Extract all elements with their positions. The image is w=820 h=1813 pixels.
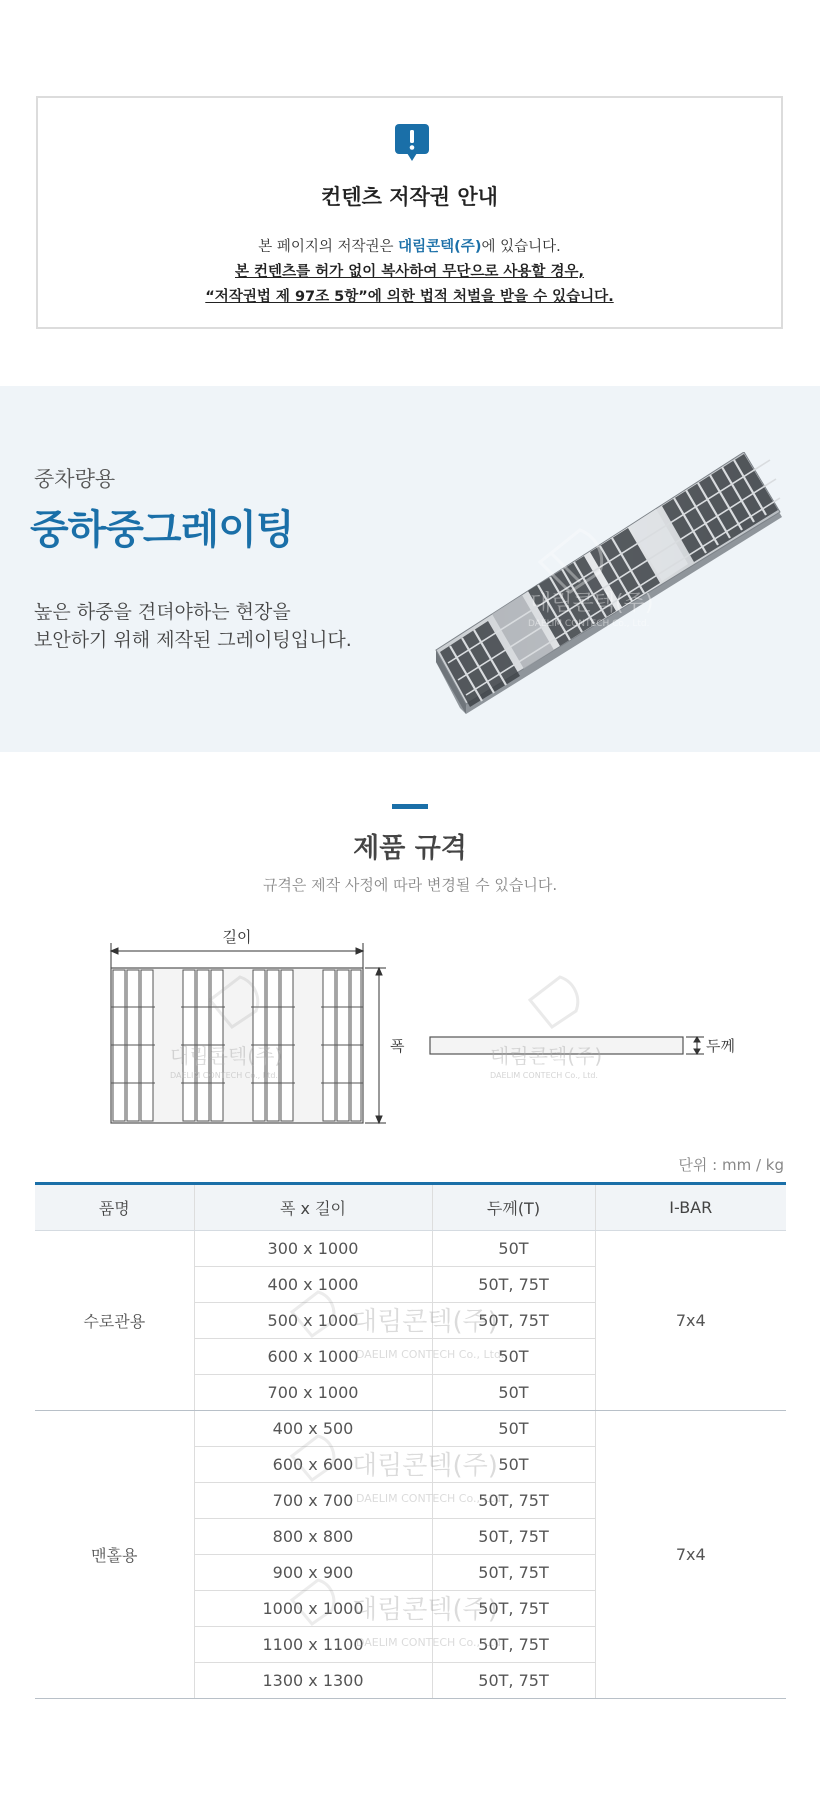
section-accent-bar [392, 804, 428, 809]
diagram-watermark-caption-1: DAELIM CONTECH Co., Ltd. [170, 1071, 278, 1080]
header-thickness: 두께(T) [432, 1184, 595, 1231]
header-name: 품명 [35, 1184, 194, 1231]
ibar-cell: 7x4 [595, 1411, 786, 1699]
notice-line-2: 본 컨텐츠를 허가 없이 복사하여 무단으로 사용할 경우, [235, 264, 584, 280]
thickness-cell: 50T, 75T [432, 1267, 595, 1303]
size-cell: 1100 x 1100 [194, 1627, 432, 1663]
dimension-diagram [0, 915, 820, 1135]
thickness-cell: 50T, 75T [432, 1591, 595, 1627]
hero-subtitle: 중차량용 [34, 467, 116, 491]
table-watermark-caption-1: DAELIM CONTECH Co., Ltd. [356, 1348, 505, 1361]
size-cell: 1000 x 1000 [194, 1591, 432, 1627]
grating-product-image [430, 452, 790, 714]
length-label: 길이 [222, 928, 252, 946]
size-cell: 900 x 900 [194, 1555, 432, 1591]
size-cell: 1300 x 1300 [194, 1663, 432, 1699]
table-row [35, 1411, 786, 1447]
diagram-watermark-caption-2: DAELIM CONTECH Co., Ltd. [490, 1071, 598, 1080]
table-watermark-caption-3: DAELIM CONTECH Co., Ltd. [356, 1636, 505, 1649]
thickness-cell: 50T, 75T [432, 1663, 595, 1699]
thickness-cell: 50T [432, 1375, 595, 1411]
thickness-cell: 50T [432, 1411, 595, 1447]
size-cell: 500 x 1000 [194, 1303, 432, 1339]
thickness-cell: 50T, 75T [432, 1303, 595, 1339]
ibar-cell: 7x4 [595, 1231, 786, 1411]
notice-title: 컨텐츠 저작권 안내 [321, 185, 498, 209]
notice-line-1: 본 페이지의 저작권은 대림콘텍(주)에 있습니다. [258, 239, 561, 255]
hero-title: 중하중그레이팅 [30, 507, 294, 553]
spec-title: 제품 규격 [353, 833, 467, 864]
spec-table [35, 1182, 786, 1699]
thickness-cell: 50T, 75T [432, 1627, 595, 1663]
thickness-label: 두께 [706, 1037, 735, 1055]
hero-description-line-1: 높은 하중을 견뎌야하는 현장을 [34, 601, 291, 623]
diagram-watermark-text-2: 대림콘텍(주) [490, 1044, 603, 1068]
size-cell: 400 x 500 [194, 1411, 432, 1447]
size-cell: 700 x 700 [194, 1483, 432, 1519]
spec-subtitle: 규격은 제작 사정에 따라 변경될 수 있습니다. [262, 876, 558, 894]
thickness-cell: 50T [432, 1339, 595, 1375]
table-watermark-caption-2: DAELIM CONTECH Co., Ltd. [356, 1492, 505, 1505]
size-cell: 800 x 800 [194, 1519, 432, 1555]
table-watermark-text-1: 대림콘텍(주) [352, 1307, 498, 1337]
table-watermark-text-2: 대림콘텍(주) [352, 1451, 498, 1481]
notice-line-3: “저작권법 제 97조 5항”에 의한 법적 처벌을 받을 수 있습니다. [205, 289, 614, 305]
table-header-row [35, 1184, 786, 1231]
table-row [35, 1231, 786, 1267]
hero-watermark-caption: DAELIM CONTECH Co., Ltd. [528, 619, 650, 629]
thickness-cell: 50T [432, 1231, 595, 1267]
header-ibar: I-BAR [595, 1184, 786, 1231]
hero-section [0, 386, 820, 752]
exclamation-icon [395, 124, 429, 162]
hero-watermark-text: 대림콘텍(주) [530, 591, 654, 616]
group-name: 수로관용 [35, 1231, 194, 1411]
width-label: 폭 [390, 1037, 405, 1055]
diagram-watermark-text-1: 대림콘텍(주) [170, 1044, 283, 1068]
size-cell: 600 x 1000 [194, 1339, 432, 1375]
size-cell: 600 x 600 [194, 1447, 432, 1483]
unit-label: 단위 : mm / kg [678, 1156, 784, 1174]
company-name: 대림콘텍(주) [398, 239, 482, 255]
thickness-cell: 50T, 75T [432, 1555, 595, 1591]
header-size: 폭 x 길이 [194, 1184, 432, 1231]
size-cell: 300 x 1000 [194, 1231, 432, 1267]
copyright-notice [36, 96, 783, 329]
table-watermark-text-3: 대림콘텍(주) [352, 1595, 498, 1625]
thickness-cell: 50T, 75T [432, 1483, 595, 1519]
hero-description-line-2: 보안하기 위해 제작된 그레이팅입니다. [34, 629, 352, 651]
thickness-cell: 50T [432, 1447, 595, 1483]
size-cell: 700 x 1000 [194, 1375, 432, 1411]
group-name: 맨홀용 [35, 1411, 194, 1699]
size-cell: 400 x 1000 [194, 1267, 432, 1303]
thickness-cell: 50T, 75T [432, 1519, 595, 1555]
